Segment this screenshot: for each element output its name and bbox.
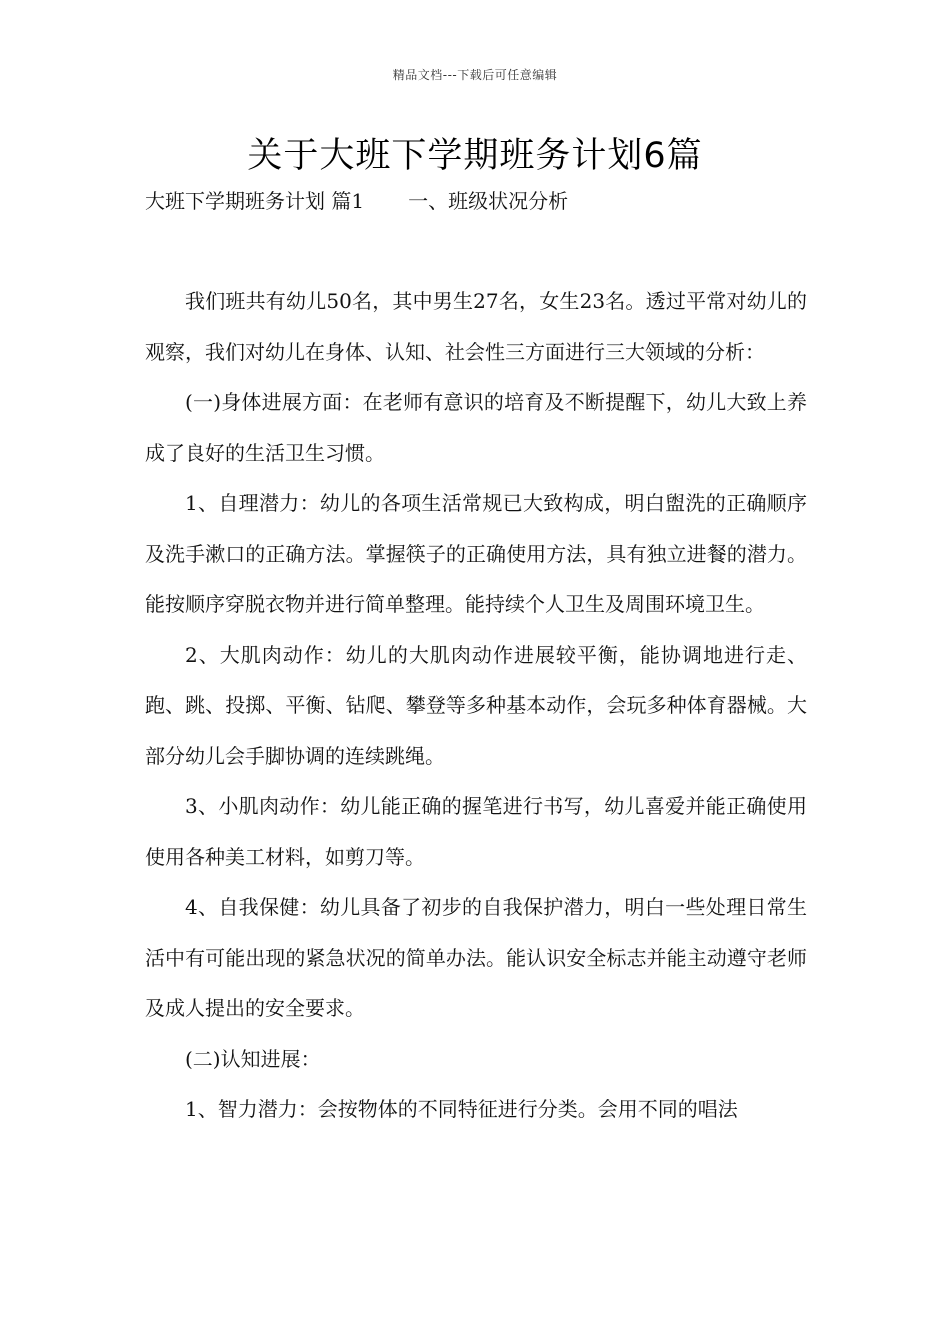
paragraph: (二)认知进展： (185, 1046, 321, 1071)
body-text (145, 276, 807, 1135)
paragraph: 4、自我保健：幼儿具备了初步的自我保护潜力，明白一些处理日常生活中有可能出现的紧急状况的简单办法。能认识安全标志并能主动遵守老师及成人提出的安全要求。 (145, 895, 807, 1020)
header-note: 精品文档---下载后可任意编辑 (392, 68, 558, 82)
paragraph: 1、智力潜力：会按物体的不同特征进行分类。会用不同的唱法 (185, 1097, 738, 1121)
paragraph: 我们班共有幼儿50名，其中男生27名，女生23名。透过平常对幼儿的观察，我们对幼儿在身体、认知、社会性三方面进行三大领域的分析： (145, 289, 807, 364)
paragraph: 2、大肌肉动作：幼儿的大肌肉动作进展较平衡，能协调地进行走、跑、跳、投掷、平衡、钻爬、攀登等多种基本动作，会玩多种体育器械。大部分幼儿会手脚协调的连续跳绳。 (145, 642, 807, 768)
document-title: 关于大班下学期班务计划6篇 (247, 136, 703, 176)
paragraph: (一)身体进展方面：在老师有意识的培育及不断提醒下，幼儿大致上养成了良好的生活卫生习惯。 (145, 390, 807, 465)
subtitle-left: 大班下学期班务计划 篇1 (145, 189, 365, 213)
paragraph: 1、自理潜力：幼儿的各项生活常规已大致构成，明白盥洗的正确顺序及洗手漱口的正确方法。掌握筷子的正确使用方法，具有独立进餐的潜力。能按顺序穿脱衣物并进行简单整理。能持续个人卫生及周围环境卫生。 (145, 491, 807, 616)
paragraph: 3、小肌肉动作：幼儿能正确的握笔进行书写，幼儿喜爱并能正确使用使用各种美工材料，如剪刀等。 (145, 794, 807, 869)
subtitle-right: 一、班级状况分析 (408, 189, 569, 213)
subtitle-row (145, 187, 825, 215)
